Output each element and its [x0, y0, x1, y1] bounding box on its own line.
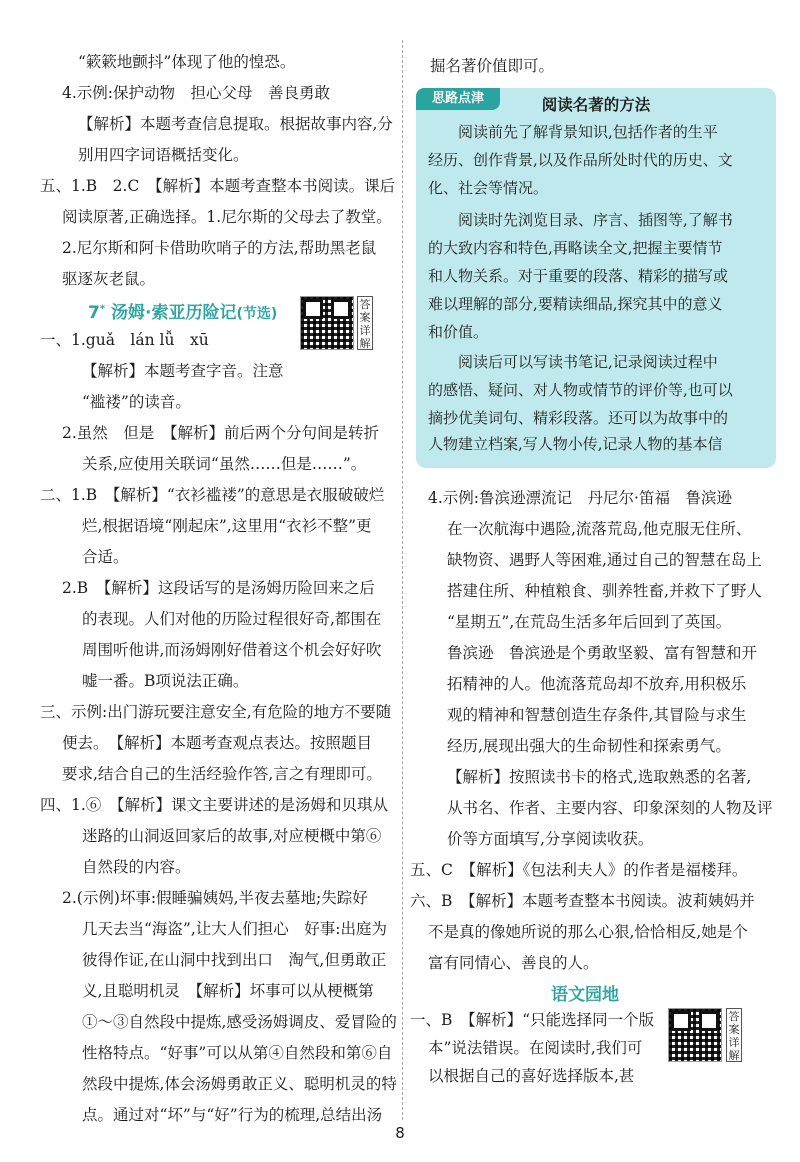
text-line: 鲁滨逊 鲁滨逊是个勇敢坚毅、富有智慧和开: [447, 644, 758, 662]
text-line: 4.示例:保护动物 担心父母 善良勇敢: [62, 84, 331, 102]
text-line: 搭建住所、种植粮食、驯养牲畜,并救下了野人: [447, 582, 762, 600]
text-line: 便去。 【解析】本题考查观点表达。按照题目: [62, 734, 373, 752]
text-line: 然段中提炼,体会汤姆勇敢正义、聪明机灵的特: [82, 1075, 397, 1093]
text-line: 五、C 【解析】《包法利夫人》的作者是福楼拜。: [410, 861, 748, 879]
tips-line: 阅读后可以写读书笔记,记录阅读过程中: [458, 353, 718, 371]
text-line: 五、1.B 2.C 【解析】本题考查整本书阅读。课后: [40, 177, 396, 195]
text-line: 的表现。人们对他的历险过程很好奇,都围在: [82, 610, 382, 628]
text-line: 驱逐灰老鼠。: [62, 270, 156, 288]
text-line: 以根据自己的喜好选择版本,甚: [428, 1067, 635, 1085]
tips-line: 和价值。: [428, 323, 489, 341]
text-line: 性格特点。“好事”可以从第④自然段和第⑥自: [82, 1044, 393, 1062]
text-line: 拓精神的人。他流落荒岛却不放弃,用积极乐: [447, 675, 747, 693]
text-line: 一、B 【解析】“只能选择同一个版: [410, 1011, 655, 1029]
tips-title: 阅读名著的方法: [541, 96, 651, 114]
page-number: 8: [395, 1124, 405, 1142]
text-line: 关系,应使用关联词“虽然……但是……”。: [82, 455, 367, 473]
text-line: 阅读原著,正确选择。1.尼尔斯的父母去了教堂。: [62, 208, 392, 226]
text-line: 掘名著价值即可。: [430, 57, 555, 75]
text-line: 4.示例:鲁滨逊漂流记 丹尼尔·笛福 鲁滨逊: [428, 489, 732, 507]
text-line: 从书名、作者、主要内容、印象深刻的人物及评: [447, 799, 773, 817]
tips-line: 化、社会等情况。: [428, 179, 549, 197]
tips-line: 人物建立档案,写人物小传,记录人物的基本信: [428, 435, 723, 453]
text-line: 合适。: [82, 548, 129, 566]
tips-box: [416, 88, 776, 468]
text-line: 迷路的山洞返回家后的故事,对应梗概中第⑥: [82, 827, 382, 845]
tips-line: 阅读时先浏览目录、序言、插图等,了解书: [458, 211, 733, 229]
lesson-mark: *: [99, 303, 106, 315]
text-line: “褴褛”的读音。: [82, 393, 191, 411]
text-line: 本”说法错误。在阅读时,我们可: [428, 1039, 643, 1057]
text-line: 四、1.⑥ 【解析】课文主要讲述的是汤姆和贝琪从: [40, 796, 389, 814]
text-line: 在一次航海中遇险,流落荒岛,他克服无住所、: [447, 520, 752, 538]
qr-code: [300, 296, 354, 350]
text-line: 烂,根据语境“刚起床”,这里用“衣衫不整”更: [82, 517, 372, 535]
text-line: 要求,结合自己的生活经验作答,言之有理即可。: [62, 765, 382, 783]
text-line: 周围听他讲,而汤姆刚好借着这个机会好好吹: [82, 641, 382, 659]
qr-tag: 答案详解: [357, 296, 373, 350]
text-line: 价等方面填写,分享阅读收获。: [447, 830, 654, 848]
text-line: 别用四字词语概括变化。: [78, 146, 249, 164]
text-line: 二、1.B 【解析】“衣衫褴褛”的意思是衣服破破烂: [40, 486, 385, 504]
text-line: 六、B 【解析】本题考查整本书阅读。波莉姨妈并: [410, 892, 755, 910]
text-line: ①～③自然段中提炼,感受汤姆调皮、爱冒险的: [82, 1013, 397, 1031]
text-line: 2.尼尔斯和阿卡借助吹哨子的方法,帮助黑老鼠: [62, 239, 377, 257]
text-line: 嘘一番。B项说法正确。: [82, 672, 249, 690]
lesson-note: (节选): [236, 306, 278, 322]
section-title: 语文园地: [551, 985, 619, 1005]
text-line: 一、1.guǎ lán lǚ xū: [40, 331, 209, 349]
tips-label: 思路点津: [416, 88, 500, 110]
text-line: 缺物资、遇野人等困难,通过自己的智慧在岛上: [447, 551, 762, 569]
text-line: 几天去当“海盗”,让大人们担心 好事:出庭为: [82, 920, 387, 938]
text-line: 经历,展现出强大的生命韧性和探索勇气。: [447, 737, 731, 755]
text-line: 2.(示例)坏事:假睡骗姨妈,半夜去墓地;失踪好: [62, 889, 368, 907]
text-line: 点。通过对“坏”与“好”行为的梳理,总结出汤: [82, 1106, 383, 1124]
text-line: “星期五”,在荒岛生活多年后回到了英国。: [447, 613, 732, 631]
text-line: 2.虽然 但是 【解析】前后两个分句间是转折: [62, 424, 380, 442]
tips-line: 摘抄优美词句、精彩段落。还可以为故事中的: [428, 409, 729, 427]
tips-line: 阅读前先了解背景知识,包括作者的生平: [458, 123, 718, 141]
text-line: 义,且聪明机灵 【解析】坏事可以从梗概第: [82, 982, 374, 1000]
text-line: 三、示例:出门游玩要注意安全,有危险的地方不要随: [40, 703, 392, 721]
text-line: “簌簌地颤抖”体现了他的惶恐。: [78, 53, 296, 71]
lesson-number: 7: [88, 303, 100, 323]
text-line: 【解析】本题考查信息提取。根据故事内容,分: [78, 115, 393, 133]
tips-line: 难以理解的部分,要精读细品,探究其中的意义: [428, 295, 723, 313]
tips-line: 的大致内容和特色,再略读全文,把握主要情节: [428, 239, 723, 257]
lesson-name: 汤姆·索亚历险记: [111, 303, 237, 323]
text-line: 富有同情心、善良的人。: [428, 954, 599, 972]
text-line: 自然段的内容。: [82, 858, 191, 876]
tips-line: 的感悟、疑问、对人物或情节的评价等,也可以: [428, 381, 733, 399]
text-line: 不是真的像她所说的那么心狠,恰恰相反,她是个: [428, 923, 748, 941]
tips-line: 和人物关系。对于重要的段落、精彩的描写或: [428, 267, 729, 285]
text-line: 【解析】本题考查字音。注意: [82, 362, 284, 380]
text-line: 观的精神和智慧创造生存条件,其冒险与求生: [447, 706, 747, 724]
text-line: 【解析】按照读书卡的格式,选取熟悉的名著,: [447, 768, 752, 786]
qr-code: [668, 1008, 722, 1062]
text-line: 彼得作证,在山洞中找到出口 淘气,但勇敢正: [82, 951, 387, 969]
column-divider: [402, 40, 403, 1120]
qr-tag: 答案详解: [726, 1008, 742, 1062]
lesson-title: [88, 298, 277, 323]
tips-line: 经历、创作背景,以及作品所处时代的历史、文: [428, 151, 733, 169]
text-line: 2.B 【解析】这段话写的是汤姆历险回来之后: [62, 579, 375, 597]
